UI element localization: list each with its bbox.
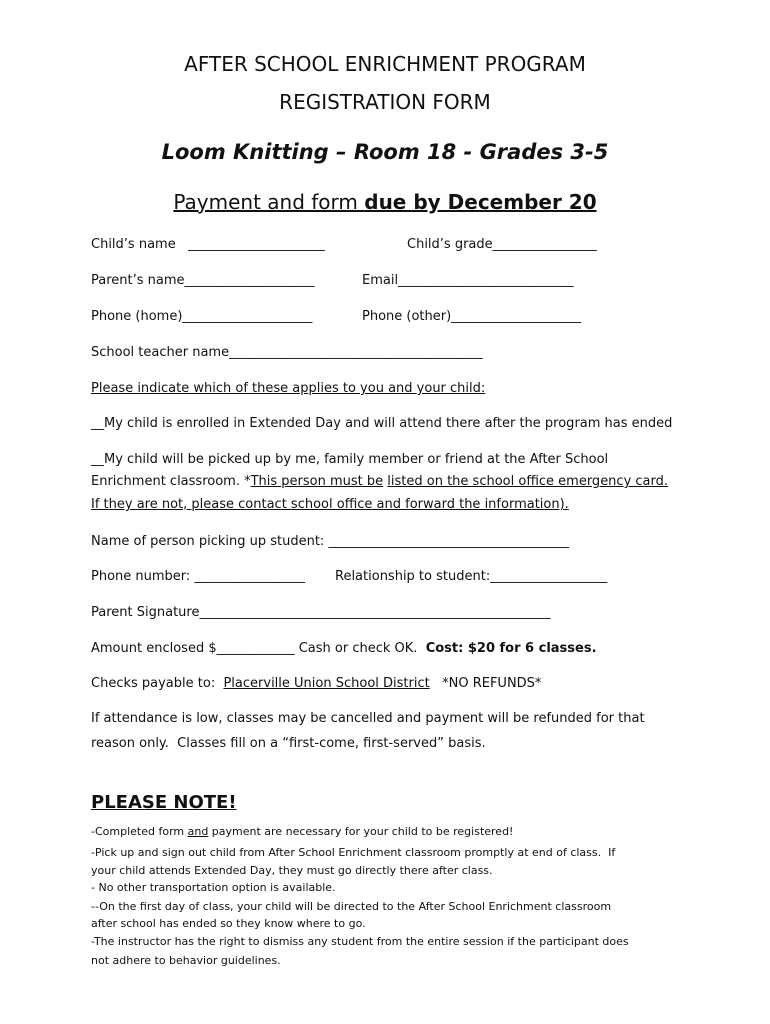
please-note-heading: PLEASE NOTE! <box>91 792 237 813</box>
teacher-name-field[interactable]: School teacher name_______________________________________ <box>91 345 483 360</box>
due-date: due by December 20 <box>364 190 597 214</box>
child-grade-field[interactable]: Child’s grade________________ <box>407 237 597 252</box>
checks-prefix: Checks payable to: <box>91 676 224 691</box>
no-refunds: *NO REFUNDS* <box>429 676 542 691</box>
parent-name-field[interactable]: Parent’s name____________________ <box>91 273 315 288</box>
note-5-cont: not adhere to behavior guidelines. <box>91 954 281 967</box>
child-name-field[interactable]: Child’s name _____________________ <box>91 237 325 252</box>
cost-label: Cost: $20 for 6 classes. <box>425 641 597 656</box>
note-4: --On the first day of class, your child will be directed to the After School Enrichment classroom <box>91 900 612 913</box>
note-1-prefix: -Completed form <box>91 825 188 838</box>
note-5: -The instructor has the right to dismiss any student from the entire session if the participant does <box>91 935 629 948</box>
parent-signature-field[interactable]: Parent Signature______________________________________________________ <box>91 605 551 620</box>
note-1-suffix: payment are necessary for your child to be registered! <box>208 825 514 838</box>
amount-enclosed-field[interactable]: Amount enclosed $____________ Cash or check OK. <box>91 641 426 656</box>
phone-number-field[interactable]: Phone number: _________________ <box>91 569 305 584</box>
note-1-and: and <box>187 825 209 838</box>
emergency-card-note-1: This person must be <box>250 474 384 489</box>
note-1 <box>91 825 513 838</box>
attendance-note-2: reason only. Classes fill on a “first-come, first-served” basis. <box>91 736 486 751</box>
amount-line <box>91 641 597 656</box>
page-title: AFTER SCHOOL ENRICHMENT PROGRAM <box>184 52 586 76</box>
indicate-heading: Please indicate which of these applies to you and your child: <box>91 381 486 396</box>
phone-other-field[interactable]: Phone (other)____________________ <box>362 309 582 324</box>
note-2: -Pick up and sign out child from After School Enrichment classroom promptly at end of class. If <box>91 846 616 859</box>
pickup-option[interactable]: __My child will be picked up by me, family member or friend at the After School <box>91 452 609 467</box>
note-2-cont: your child attends Extended Day, they must go directly there after class. <box>91 864 493 877</box>
emergency-card-note-2: listed on the school office emergency card. <box>387 474 669 489</box>
pickup-person-field[interactable]: Name of person picking up student: _____________________________________ <box>91 534 569 549</box>
relationship-field[interactable]: Relationship to student:__________________ <box>335 569 608 584</box>
attendance-note-1: If attendance is low, classes may be cancelled and payment will be refunded for that <box>91 711 645 726</box>
note-3: - No other transportation option is available. <box>91 881 336 894</box>
form-title: REGISTRATION FORM <box>279 90 491 114</box>
extended-day-option[interactable]: __My child is enrolled in Extended Day and will attend there after the program has ended <box>91 416 673 431</box>
due-prefix: Payment and form <box>173 190 365 214</box>
checks-payee: Placerville Union School District <box>223 676 430 691</box>
due-date-line <box>0 190 770 214</box>
note-4-cont: after school has ended so they know where to go. <box>91 917 366 930</box>
pickup-option-line2 <box>91 474 668 489</box>
pickup-option-prefix: Enrichment classroom. * <box>91 474 251 489</box>
email-field[interactable]: Email___________________________ <box>362 273 574 288</box>
contact-office-note: If they are not, please contact school office and forward the information). <box>91 497 569 512</box>
class-subtitle: Loom Knitting – Room 18 - Grades 3-5 <box>161 140 609 164</box>
phone-home-field[interactable]: Phone (home)____________________ <box>91 309 313 324</box>
checks-payable-line <box>91 676 541 691</box>
